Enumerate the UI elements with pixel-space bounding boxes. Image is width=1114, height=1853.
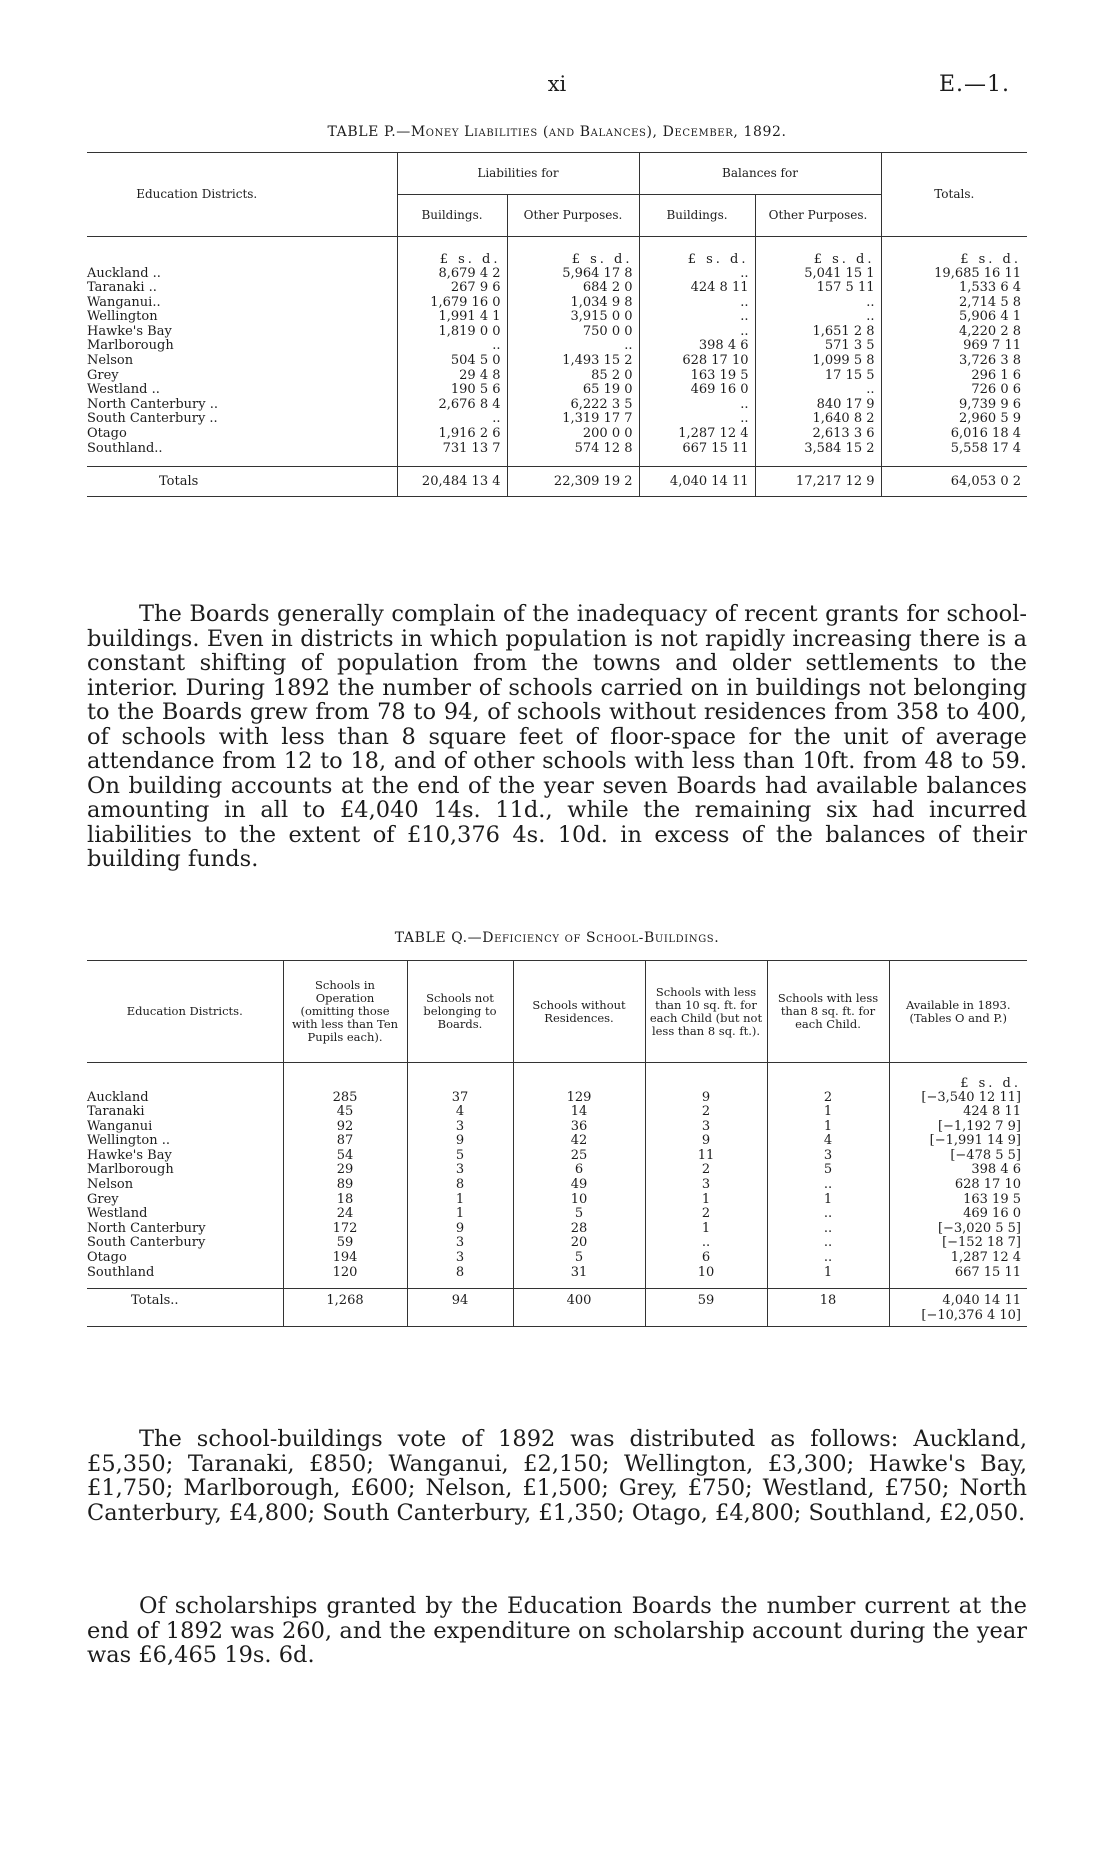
district-name: Otago [87, 426, 127, 442]
cell-t: 726 0 6 [881, 383, 1027, 398]
units-spacer [513, 1063, 645, 1091]
district-name: North Canterbury .. [87, 396, 218, 412]
cell-bb: 398 4 6 [639, 339, 755, 354]
cell-nores: 129 [513, 1091, 645, 1106]
table-row [87, 1134, 1027, 1149]
cell-notb: 37 [407, 1091, 513, 1106]
cell-ops: 24 [283, 1207, 407, 1222]
col-header-6: Available in 1893. (Tables O and P.) [889, 961, 1027, 1063]
cell-lt10: 6 [645, 1251, 767, 1266]
cell-notb: 9 [407, 1222, 513, 1237]
cell-bb: .. [639, 412, 755, 427]
cell-nores: 20 [513, 1236, 645, 1251]
cell-notb: 3 [407, 1236, 513, 1251]
col-header-liab-buildings: Buildings. [397, 195, 507, 237]
col-header-bal-buildings: Buildings. [639, 195, 755, 237]
unit-label: £ s. d. [639, 237, 755, 267]
cell-ops: 59 [283, 1236, 407, 1251]
unit-label: £ s. d. [881, 237, 1027, 267]
spacer [87, 456, 397, 466]
cell-lo: 5,964 17 8 [507, 267, 639, 282]
cell-lb: .. [397, 412, 507, 427]
cell-lt8: .. [767, 1222, 889, 1237]
col-header-5: Schools with less than 8 sq. ft. for each Child. [767, 961, 889, 1063]
table-p-caption-prefix: TABLE P.— [327, 124, 411, 140]
cell-t: 19,685 16 11 [881, 267, 1027, 282]
cell-nores: 49 [513, 1178, 645, 1193]
cell-lt8: 1 [767, 1266, 889, 1281]
units-spacer [645, 1063, 767, 1091]
cell-notb: 3 [407, 1120, 513, 1135]
cell-bb: 424 8 11 [639, 281, 755, 296]
cell-notb: 8 [407, 1178, 513, 1193]
cell-avail: [−1,991 14 9] [889, 1134, 1027, 1149]
cell-bb: 628 17 10 [639, 354, 755, 369]
cell-lo: .. [507, 339, 639, 354]
col-header-totals: Totals. [881, 153, 1027, 237]
cell-lt10: 9 [645, 1091, 767, 1106]
cell-lt8: 2 [767, 1091, 889, 1106]
table-p [87, 152, 1027, 497]
cell-lt10: 3 [645, 1178, 767, 1193]
table-row [87, 1207, 1027, 1222]
col-header-4: Schools with less than 10 sq. ft. for each Child (but not less than 8 sq. ft.). [645, 961, 767, 1063]
cell-lt8: .. [767, 1178, 889, 1193]
cell-ops: 18 [283, 1193, 407, 1208]
district-name: Wanganui.. [87, 294, 161, 310]
cell-lb: 1,679 16 0 [397, 296, 507, 311]
district-name: Otago [87, 1250, 127, 1266]
cell-lb: .. [397, 339, 507, 354]
cell-lb: 29 4 8 [397, 369, 507, 384]
unit-label: £ s. d. [755, 237, 881, 267]
cell-bo: 1,651 2 8 [755, 325, 881, 340]
cell-bo: 17 15 5 [755, 369, 881, 384]
cell-lt8: 1 [767, 1193, 889, 1208]
district-name: Grey [87, 1191, 119, 1207]
cell-ops: 285 [283, 1091, 407, 1106]
table-row [87, 1163, 1027, 1178]
cell-avail: 424 8 11 [889, 1105, 1027, 1120]
cell-lb: 8,679 4 2 [397, 267, 507, 282]
cell-lt10: 1 [645, 1193, 767, 1208]
district-name: Wellington [87, 309, 158, 325]
units-spacer [767, 1063, 889, 1091]
cell-bb: .. [639, 296, 755, 311]
cell-bo: .. [755, 296, 881, 311]
total-avail [889, 1288, 1027, 1326]
cell-t: 5,558 17 4 [881, 442, 1027, 457]
cell-avail: [−478 5 5] [889, 1149, 1027, 1164]
cell-bb: .. [639, 267, 755, 282]
cell-lo: 1,319 17 7 [507, 412, 639, 427]
units-spacer [407, 1063, 513, 1091]
cell-lt10: 1 [645, 1222, 767, 1237]
district-name: South Canterbury .. [87, 411, 218, 427]
total-lt10: 59 [645, 1288, 767, 1326]
totals-row [87, 1288, 1027, 1326]
district-name: Taranaki .. [87, 280, 157, 296]
unit-label: £ s. d. [397, 237, 507, 267]
cell-bo: 2,613 3 6 [755, 427, 881, 442]
cell-nores: 14 [513, 1105, 645, 1120]
district-name: Westland .. [87, 382, 160, 398]
cell-lo: 574 12 8 [507, 442, 639, 457]
cell-notb: 9 [407, 1134, 513, 1149]
table-row [87, 296, 1027, 311]
total-lb: 20,484 13 4 [397, 466, 507, 496]
col-header-district: Education Districts. [136, 187, 258, 201]
cell-t: 969 7 11 [881, 339, 1027, 354]
cell-bo: 5,041 15 1 [755, 267, 881, 282]
table-row [87, 1120, 1027, 1135]
cell-lt8: 3 [767, 1149, 889, 1164]
table-q-caption [0, 930, 1114, 946]
table-row [87, 1236, 1027, 1251]
cell-ops: 172 [283, 1222, 407, 1237]
cell-lt10: 9 [645, 1134, 767, 1149]
cell-bb: .. [639, 325, 755, 340]
table-row [87, 325, 1027, 340]
cell-lo: 750 0 0 [507, 325, 639, 340]
cell-bo: .. [755, 310, 881, 325]
cell-notb: 8 [407, 1266, 513, 1281]
cell-lt10: 11 [645, 1149, 767, 1164]
cell-nores: 25 [513, 1149, 645, 1164]
table-row [87, 383, 1027, 398]
cell-lt8: .. [767, 1207, 889, 1222]
cell-ops: 89 [283, 1178, 407, 1193]
document-reference: E.—1. [938, 72, 1010, 97]
district-name: Southland.. [87, 440, 163, 456]
cell-ops: 92 [283, 1120, 407, 1135]
table-row [87, 412, 1027, 427]
cell-notb: 3 [407, 1163, 513, 1178]
table-row [87, 281, 1027, 296]
cell-lt8: 5 [767, 1163, 889, 1178]
cell-avail: [−1,192 7 9] [889, 1120, 1027, 1135]
cell-t: 3,726 3 8 [881, 354, 1027, 369]
table-row [87, 1178, 1027, 1193]
cell-lt10: 2 [645, 1105, 767, 1120]
total-bb: 4,040 14 11 [639, 466, 755, 496]
table-p-caption [0, 124, 1114, 140]
cell-avail: 398 4 6 [889, 1163, 1027, 1178]
district-name: Nelson [87, 353, 134, 369]
total-bo: 17,217 12 9 [755, 466, 881, 496]
district-name: Hawke's Bay [87, 1147, 172, 1163]
units-spacer [87, 1063, 283, 1091]
cell-bo: 157 5 11 [755, 281, 881, 296]
cell-t: 2,960 5 9 [881, 412, 1027, 427]
total-lt8: 18 [767, 1288, 889, 1326]
cell-avail: [−3,020 5 5] [889, 1222, 1027, 1237]
paragraph-scholarships: Of scholarships granted by the Education Boards the number current at the end of 1892 was 260, and the expenditure on scholarship account during the year was £6,465 19s. 6d. [87, 1593, 1027, 1668]
table-row [87, 339, 1027, 354]
spacer [507, 456, 639, 466]
spacer [87, 1280, 283, 1288]
cell-lt8: .. [767, 1251, 889, 1266]
district-name: Wanganui [87, 1118, 153, 1134]
district-name: Westland [87, 1206, 148, 1222]
totals-label: Totals.. [131, 1292, 179, 1308]
cell-lt8: 4 [767, 1134, 889, 1149]
cell-t: 9,739 9 6 [881, 398, 1027, 413]
spacer [513, 1280, 645, 1288]
col-header-liabilities: Liabilities for [397, 153, 639, 195]
cell-ops: 87 [283, 1134, 407, 1149]
cell-nores: 6 [513, 1163, 645, 1178]
total-lo: 22,309 19 2 [507, 466, 639, 496]
district-name: Marlborough [87, 338, 174, 354]
cell-lo: 65 19 0 [507, 383, 639, 398]
total-avail-deficit: [−10,376 4 10] [921, 1307, 1021, 1323]
district-name: Southland [87, 1264, 155, 1280]
spacer [645, 1280, 767, 1288]
paragraph-building-grants: The Boards generally complain of the inadequacy of recent grants for school-buildings. Even in districts in which population is not rapidly increasing there is a constant shifting of population from the towns and older settlements to the interior. During 1892 the number of schools carried on in buildings not belonging to the Boards grew from 78 to 94, of schools without residences from 358 to 400, of schools with less than 8 square feet of floor-space for the unit of average attendance from 12 to 18, and of other schools with less than 10ft. from 48 to 59. On building accounts at the end of the year seven Boards had available balances amounting in all to £4,040 14s. 11d., while the remaining six had incurred liabilities to the extent of £10,376 4s. 10d. in excess of the balances of their building funds. [87, 601, 1027, 872]
units-spacer [283, 1063, 407, 1091]
cell-bo: 1,099 5 8 [755, 354, 881, 369]
cell-lo: 1,493 15 2 [507, 354, 639, 369]
cell-t: 5,906 4 1 [881, 310, 1027, 325]
spacer [755, 456, 881, 466]
cell-t: 1,533 6 4 [881, 281, 1027, 296]
cell-bo: 571 3 5 [755, 339, 881, 354]
cell-lt8: 1 [767, 1105, 889, 1120]
total-ops: 1,268 [283, 1288, 407, 1326]
spacer [767, 1280, 889, 1288]
cell-ops: 29 [283, 1163, 407, 1178]
cell-bb: 1,287 12 4 [639, 427, 755, 442]
cell-lb: 504 5 0 [397, 354, 507, 369]
cell-nores: 5 [513, 1207, 645, 1222]
district-name: Auckland .. [87, 265, 161, 281]
district-name: Nelson [87, 1177, 134, 1193]
table-row [87, 1266, 1027, 1281]
table-row [87, 398, 1027, 413]
spacer [283, 1280, 407, 1288]
spacer [881, 456, 1027, 466]
cell-lo: 6,222 3 5 [507, 398, 639, 413]
table-row [87, 267, 1027, 282]
total-nores: 400 [513, 1288, 645, 1326]
cell-nores: 42 [513, 1134, 645, 1149]
cell-lo: 200 0 0 [507, 427, 639, 442]
col-header-2: Schools not belonging to Boards. [407, 961, 513, 1063]
table-row [87, 1091, 1027, 1106]
unit-label: £ s. d. [889, 1063, 1027, 1091]
cell-nores: 10 [513, 1193, 645, 1208]
spacer [397, 456, 507, 466]
cell-nores: 31 [513, 1266, 645, 1281]
table-row [87, 369, 1027, 384]
unit-label: £ s. d. [507, 237, 639, 267]
cell-bb: 469 16 0 [639, 383, 755, 398]
table-p-caption-title: Money Liabilities (and Balances), December, 1892. [410, 124, 787, 140]
spacer [889, 1280, 1027, 1288]
cell-lo: 1,034 9 8 [507, 296, 639, 311]
col-header-1: Schools in Operation (omitting those with less than Ten Pupils each). [283, 961, 407, 1063]
totals-label: Totals [159, 473, 199, 489]
cell-avail: 163 19 5 [889, 1193, 1027, 1208]
cell-avail: 628 17 10 [889, 1178, 1027, 1193]
cell-lb: 1,819 0 0 [397, 325, 507, 340]
cell-lo: 85 2 0 [507, 369, 639, 384]
cell-lb: 731 13 7 [397, 442, 507, 457]
cell-ops: 120 [283, 1266, 407, 1281]
total-notb: 94 [407, 1288, 513, 1326]
cell-bo: 3,584 15 2 [755, 442, 881, 457]
cell-lb: 1,991 4 1 [397, 310, 507, 325]
col-header-bal-other: Other Purposes. [755, 195, 881, 237]
cell-nores: 36 [513, 1120, 645, 1135]
units-spacer [87, 237, 397, 267]
page-number: xi [547, 72, 567, 96]
col-header-balances: Balances for [639, 153, 881, 195]
table-row [87, 1193, 1027, 1208]
cell-ops: 54 [283, 1149, 407, 1164]
district-name: Taranaki [87, 1104, 145, 1120]
cell-lt8: 1 [767, 1120, 889, 1135]
cell-lb: 190 5 6 [397, 383, 507, 398]
cell-lt10: 2 [645, 1163, 767, 1178]
table-row [87, 354, 1027, 369]
totals-row [87, 466, 1027, 496]
cell-t: 296 1 6 [881, 369, 1027, 384]
cell-ops: 194 [283, 1251, 407, 1266]
cell-bo: .. [755, 383, 881, 398]
cell-avail: 667 15 11 [889, 1266, 1027, 1281]
col-header-3: Schools without Residences. [513, 961, 645, 1063]
cell-notb: 3 [407, 1251, 513, 1266]
units-row [87, 237, 1027, 267]
paragraph-building-vote: The school-buildings vote of 1892 was distributed as follows: Auckland, £5,350; Taranaki, £850; Wanganui, £2,150; Wellington, £3,300; Hawke's Bay, £1,750; Marlborough, £600; Nelson, £1,500; Grey, £750; Westland, £750; North Canterbury, £4,800; South Canterbury, £1,350; Otago, £4,800; Southland, £2,050. [87, 1426, 1027, 1526]
cell-bo: 840 17 9 [755, 398, 881, 413]
spacer-row [87, 1280, 1027, 1288]
cell-nores: 28 [513, 1222, 645, 1237]
cell-lt10: 3 [645, 1120, 767, 1135]
district-name: Grey [87, 367, 119, 383]
cell-lo: 684 2 0 [507, 281, 639, 296]
table-row [87, 1149, 1027, 1164]
table-row [87, 1105, 1027, 1120]
cell-lo: 3,915 0 0 [507, 310, 639, 325]
cell-notb: 5 [407, 1149, 513, 1164]
table-row [87, 310, 1027, 325]
cell-bb: 667 15 11 [639, 442, 755, 457]
cell-lt10: .. [645, 1236, 767, 1251]
cell-lb: 267 9 6 [397, 281, 507, 296]
table-q-caption-title: Deficiency of School-Buildings. [482, 930, 720, 946]
district-name: Auckland [87, 1089, 149, 1105]
cell-nores: 5 [513, 1251, 645, 1266]
units-row [87, 1063, 1027, 1091]
cell-bb: .. [639, 398, 755, 413]
table-q-caption-prefix: TABLE Q.— [394, 930, 483, 946]
cell-notb: 1 [407, 1207, 513, 1222]
spacer [407, 1280, 513, 1288]
cell-bb: 163 19 5 [639, 369, 755, 384]
cell-t: 4,220 2 8 [881, 325, 1027, 340]
cell-avail: [−3,540 12 11] [889, 1091, 1027, 1106]
col-header-liab-other: Other Purposes. [507, 195, 639, 237]
cell-lb: 1,916 2 6 [397, 427, 507, 442]
total-avail-balance: 4,040 14 11 [942, 1292, 1021, 1308]
cell-ops: 45 [283, 1105, 407, 1120]
district-name: North Canterbury [87, 1220, 206, 1236]
cell-avail: 1,287 12 4 [889, 1251, 1027, 1266]
cell-bb: .. [639, 310, 755, 325]
district-name: Marlborough [87, 1162, 174, 1178]
col-header-0: Education Districts. [126, 1004, 243, 1018]
table-row [87, 1222, 1027, 1237]
spacer [639, 456, 755, 466]
district-name: South Canterbury [87, 1235, 206, 1251]
table-row [87, 1251, 1027, 1266]
district-name: Hawke's Bay [87, 323, 172, 339]
cell-lb: 2,676 8 4 [397, 398, 507, 413]
cell-bo: 1,640 8 2 [755, 412, 881, 427]
table-row [87, 427, 1027, 442]
cell-notb: 1 [407, 1193, 513, 1208]
table-q [87, 960, 1027, 1327]
table-row [87, 442, 1027, 457]
cell-avail: 469 16 0 [889, 1207, 1027, 1222]
total-t: 64,053 0 2 [881, 466, 1027, 496]
cell-notb: 4 [407, 1105, 513, 1120]
cell-t: 6,016 18 4 [881, 427, 1027, 442]
cell-lt8: .. [767, 1236, 889, 1251]
cell-lt10: 10 [645, 1266, 767, 1281]
cell-t: 2,714 5 8 [881, 296, 1027, 311]
spacer-row [87, 456, 1027, 466]
cell-avail: [−152 18 7] [889, 1236, 1027, 1251]
district-name: Wellington .. [87, 1133, 170, 1149]
cell-lt10: 2 [645, 1207, 767, 1222]
